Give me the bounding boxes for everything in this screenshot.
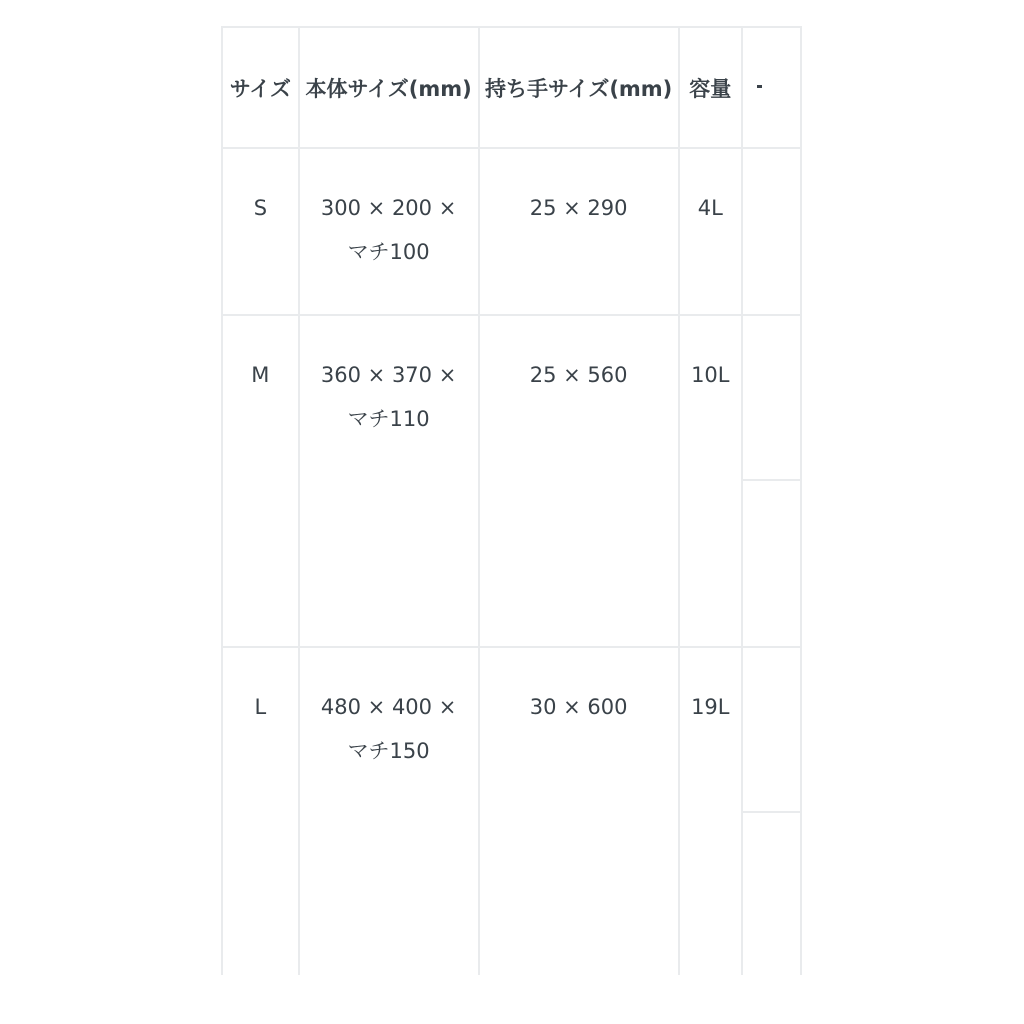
- cell-clipped: [742, 315, 801, 647]
- cell-capacity: [679, 148, 742, 315]
- capacity-value: 4L: [697, 196, 723, 220]
- capacity-value: 19L: [691, 695, 730, 719]
- clipped-header-glyph: [757, 85, 762, 88]
- cell-handle-size: [479, 315, 679, 647]
- cell-capacity: [679, 647, 742, 975]
- cell-clipped: [742, 647, 801, 975]
- table-row: [222, 315, 801, 647]
- cell-body-size: [299, 315, 479, 647]
- body-size-value: 360 × 370 × マチ110: [320, 363, 457, 431]
- sub-row-divider: [743, 479, 800, 481]
- cell-handle-size: [479, 148, 679, 315]
- size-value: S: [253, 196, 268, 220]
- capacity-value: 10L: [691, 363, 730, 387]
- cell-handle-size: [479, 647, 679, 975]
- body-size-value: 300 × 200 × マチ100: [320, 196, 457, 264]
- table-row: [222, 647, 801, 975]
- size-value: L: [254, 695, 267, 719]
- sub-row-divider: [743, 811, 800, 813]
- cell-size: [222, 315, 299, 647]
- table-header-row: [222, 27, 801, 148]
- size-table: [221, 26, 802, 975]
- header-clipped-column: [742, 27, 801, 148]
- body-size-value: 480 × 400 × マチ150: [320, 695, 457, 763]
- cell-size: [222, 148, 299, 315]
- header-body-size: 本体サイズ(mm): [299, 27, 479, 148]
- size-value: M: [251, 363, 270, 387]
- handle-size-value: 25 × 560: [529, 363, 628, 387]
- header-handle-size: 持ち手サイズ(mm): [479, 27, 679, 148]
- size-table-viewport[interactable]: [221, 26, 802, 975]
- table-row: [222, 148, 801, 315]
- cell-capacity: [679, 315, 742, 647]
- header-size: サイズ: [222, 27, 299, 148]
- handle-size-value: 30 × 600: [529, 695, 628, 719]
- cell-clipped: [742, 148, 801, 315]
- cell-body-size: [299, 647, 479, 975]
- handle-size-value: 25 × 290: [529, 196, 628, 220]
- header-capacity: 容量: [679, 27, 742, 148]
- cell-body-size: [299, 148, 479, 315]
- cell-size: [222, 647, 299, 975]
